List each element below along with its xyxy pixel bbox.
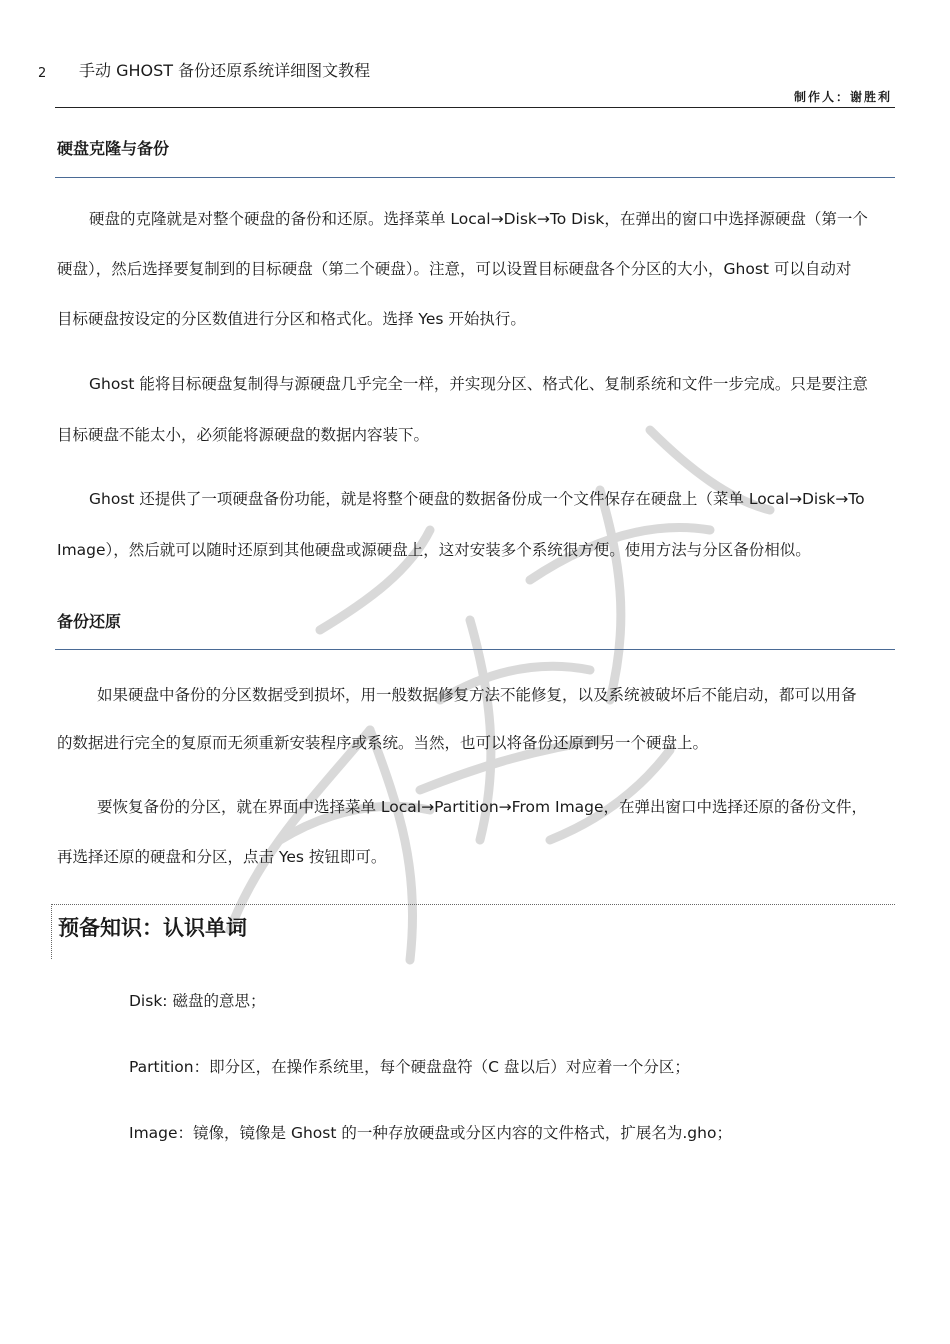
section-divider-restore (55, 649, 895, 650)
paragraph-line: 目标硬盘按设定的分区数值进行分区和格式化。选择 Yes 开始执行。 (57, 310, 526, 328)
paragraph-line: 要恢复备份的分区，就在界面中选择菜单 Local→Partition→From Image，在弹出窗口中选择还原的备份文件， (97, 798, 868, 816)
section-heading-vocab: 预备知识：认识单词 (58, 916, 247, 940)
section-heading-clone: 硬盘克隆与备份 (57, 139, 170, 158)
paragraph-line: Ghost 还提供了一项硬盘备份功能，就是将整个硬盘的数据备份成一个文件保存在硬盘上（菜单 Local→Disk→To (89, 490, 865, 508)
vocab-term: Disk: 磁盘的意思； (129, 992, 266, 1010)
paragraph-line: 目标硬盘不能太小，必须能将源硬盘的数据内容装下。 (57, 426, 430, 444)
document-title: 手动 GHOST 备份还原系统详细图文教程 (79, 61, 371, 80)
vocab-term: Partition：即分区，在操作系统里，每个硬盘盘符（C 盘以后）对应着一个分区； (129, 1058, 690, 1076)
section-heading-restore: 备份还原 (57, 612, 122, 631)
paragraph-line: 再选择还原的硬盘和分区，点击 Yes 按钮即可。 (57, 848, 387, 866)
vocab-term: Image：镜像，镜像是 Ghost 的一种存放硬盘或分区内容的文件格式，扩展名为.gho； (129, 1124, 732, 1142)
page-number: 2 (38, 66, 47, 81)
paragraph-line: 硬盘的克隆就是对整个硬盘的备份和还原。选择菜单 Local→Disk→To Disk，在弹出的窗口中选择源硬盘（第一个 (89, 210, 868, 228)
paragraph-line: Image），然后就可以随时还原到其他硬盘或源硬盘上，这对安装多个系统很方便。使用方法与分区备份相似。 (57, 541, 811, 559)
section-divider-clone (55, 177, 895, 178)
header-divider (55, 107, 895, 108)
paragraph-line: 硬盘），然后选择要复制到的目标硬盘（第二个硬盘）。注意，可以设置目标硬盘各个分区的大小，Ghost 可以自动对 (57, 260, 852, 278)
paragraph-line: 的数据进行完全的复原而无须重新安装程序或系统。当然，也可以将备份还原到另一个硬盘上。 (57, 734, 709, 752)
paragraph-line: 如果硬盘中备份的分区数据受到损坏，用一般数据修复方法不能修复，以及系统被破坏后不能启动，都可以用备 (97, 686, 857, 704)
author-credit: 制作人：谢胜利 (793, 90, 892, 104)
paragraph-line: Ghost 能将目标硬盘复制得与源硬盘几乎完全一样，并实现分区、格式化、复制系统和文件一步完成。只是要注意 (89, 375, 868, 393)
